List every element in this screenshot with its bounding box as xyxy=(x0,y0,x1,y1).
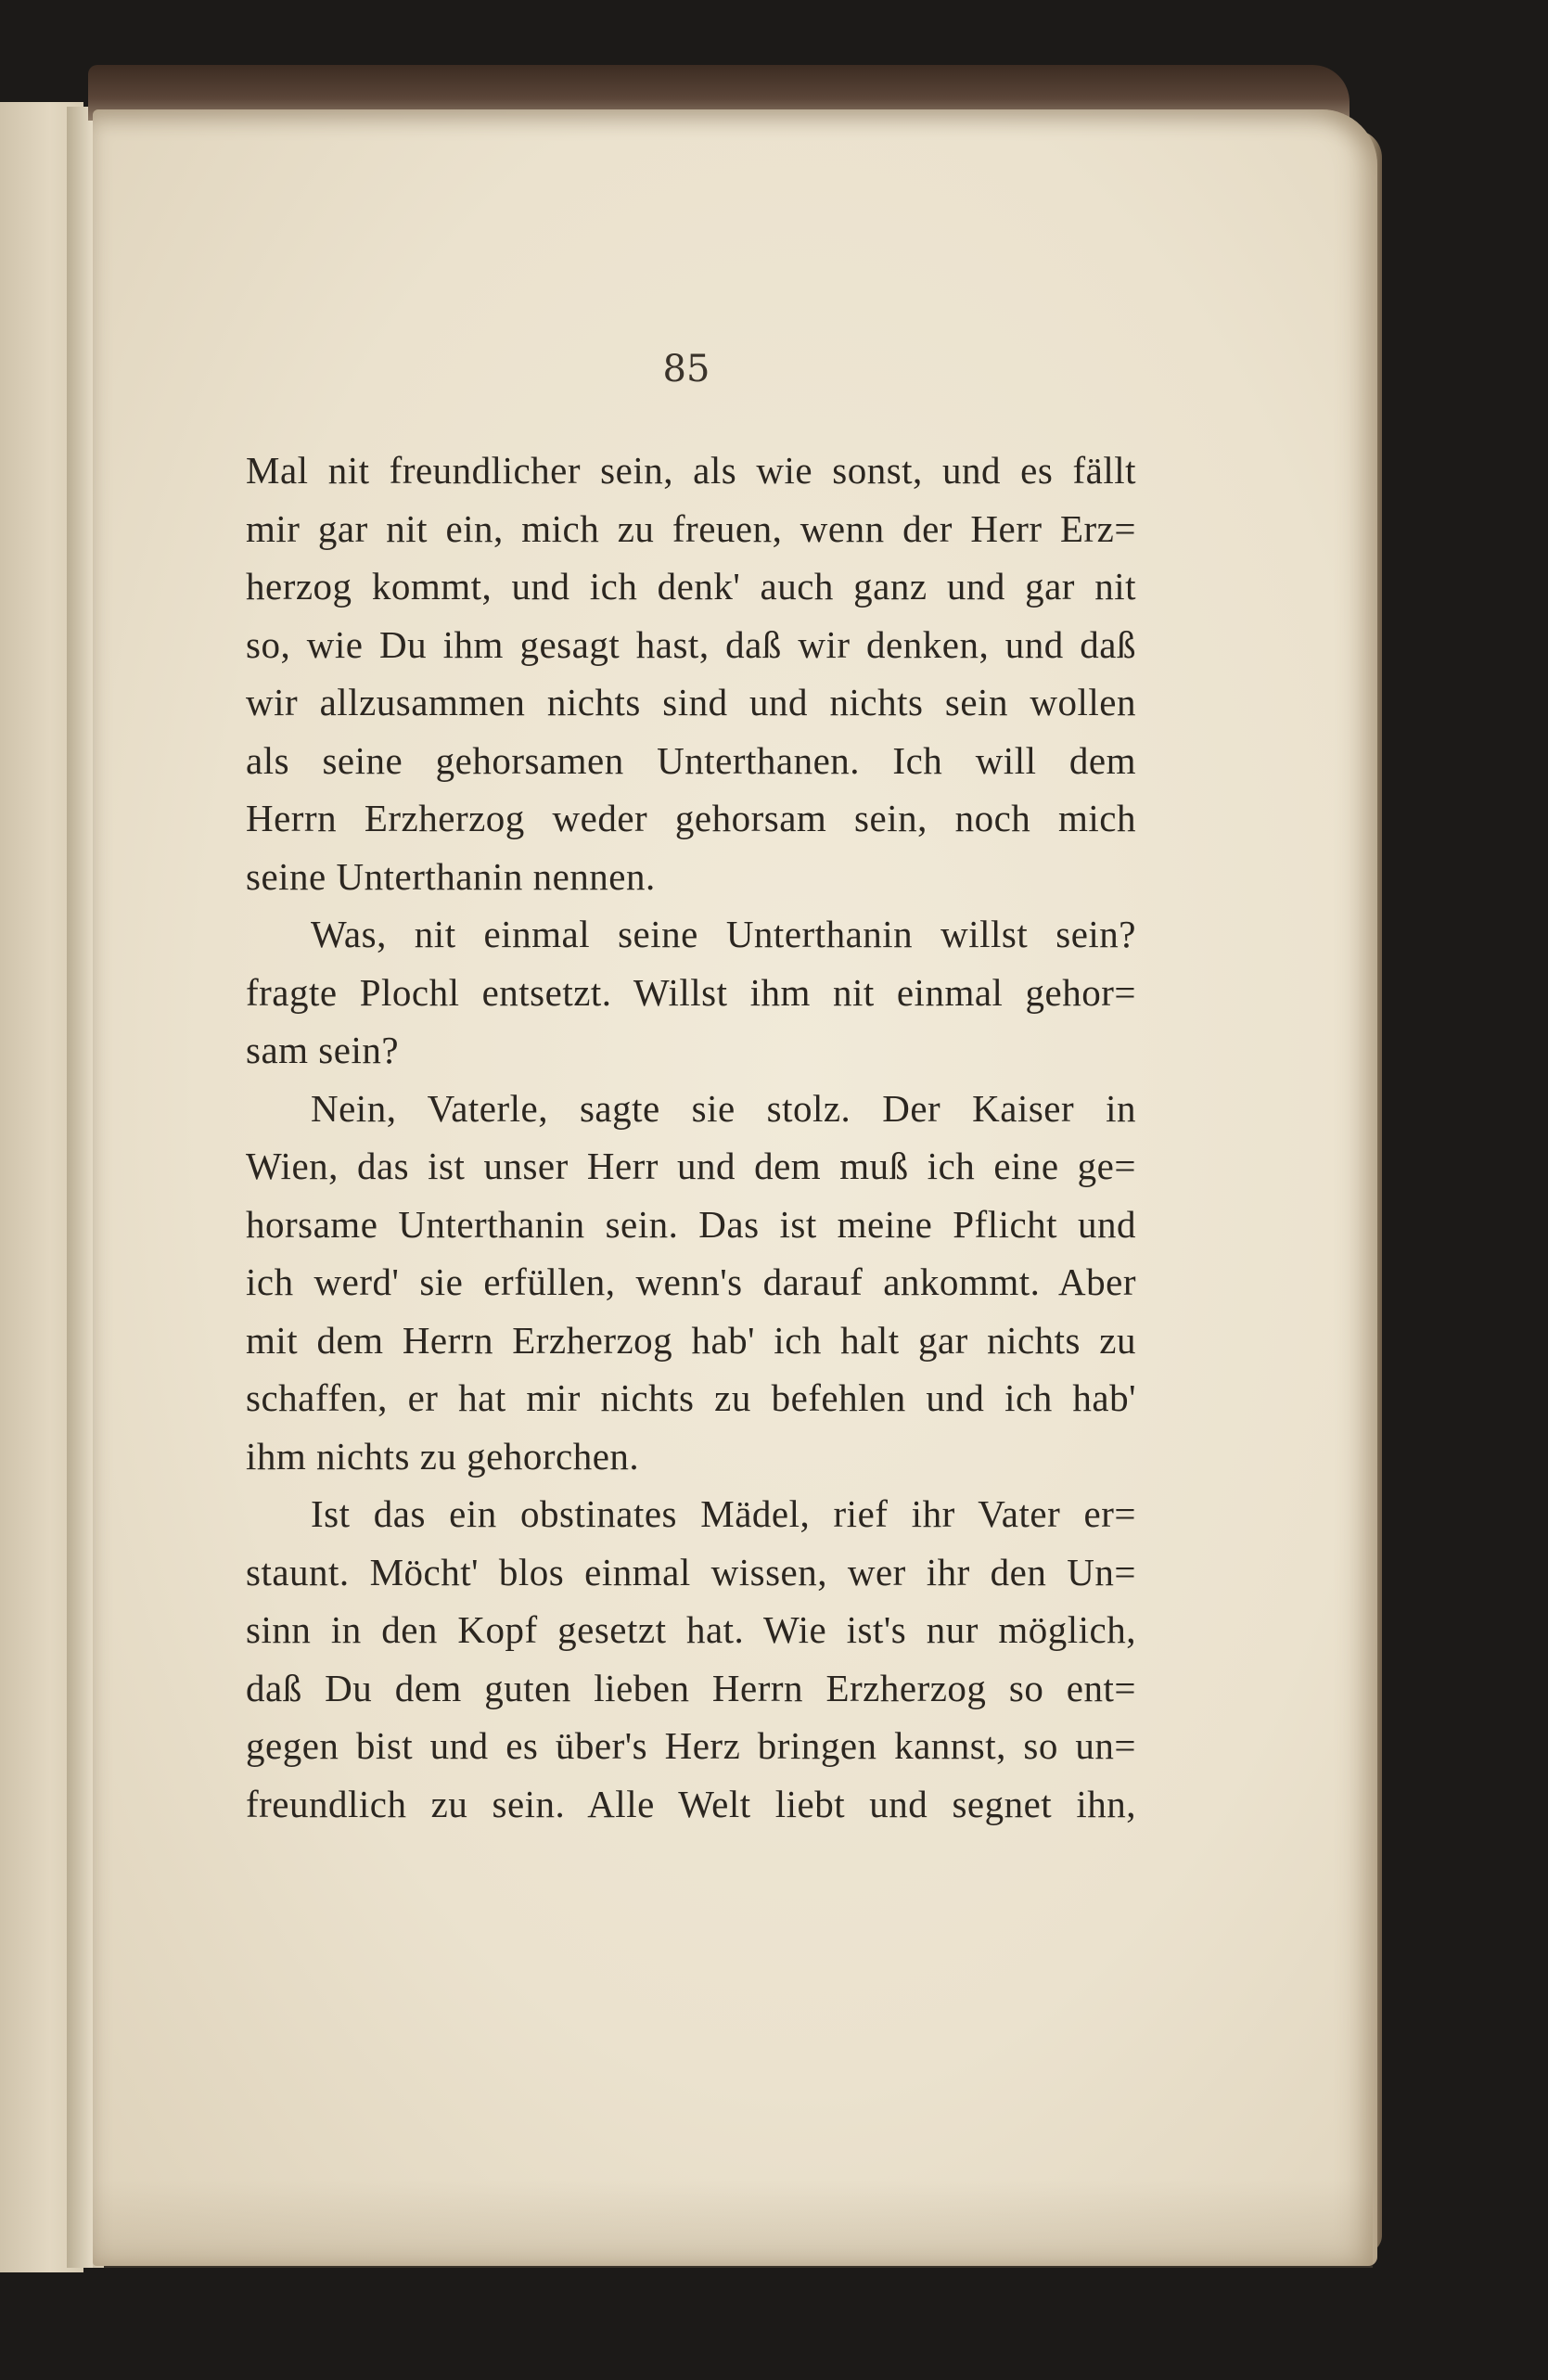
text-line: Herrn Erzherzog weder gehorsam sein, noch mich xyxy=(246,797,1136,839)
text-line: sam sein? xyxy=(246,1029,400,1071)
text-line: sinn in den Kopf gesetzt hat. Wie ist's nur möglich, xyxy=(246,1608,1136,1651)
text-line: daß Du dem guten lieben Herrn Erzherzog so ent= xyxy=(246,1666,1136,1709)
text-line: staunt. Möcht' blos einmal wissen, wer ihr den Un= xyxy=(246,1550,1136,1593)
text-line: gegen bist und es über's Herz bringen kannst, so un= xyxy=(246,1724,1136,1767)
page-number: 85 xyxy=(662,348,710,390)
text-line: als seine gehorsamen Unterthanen. Ich will dem xyxy=(246,738,1136,782)
text-line: herzog kommt, und ich denk' auch ganz und gar nit xyxy=(246,565,1136,608)
text-line: fragte Plochl entsetzt. Willst ihm nit einmal gehor= xyxy=(246,970,1136,1014)
text-line: Wien, das ist unser Herr und dem muß ich eine ge= xyxy=(246,1145,1136,1187)
text-line: schaffen, er hat mir nichts zu befehlen und ich hab' xyxy=(246,1376,1136,1419)
text-line: mir gar nit ein, mich zu freuen, wenn der Herr Erz= xyxy=(246,506,1136,550)
text-line: Nein, Vaterle, sagte sie stolz. Der Kaiser in xyxy=(311,1086,1136,1130)
text-line: ich werd' sie erfüllen, wenn's darauf ankommt. Aber xyxy=(246,1260,1136,1303)
text-line: seine Unterthanin nennen. xyxy=(246,854,656,898)
text-line: horsame Unterthanin sein. Das ist meine Pflicht und xyxy=(246,1202,1136,1246)
text-line: ihm nichts zu gehorchen. xyxy=(246,1434,640,1478)
page-bottom-edge xyxy=(93,2180,1373,2268)
text-line: Was, nit einmal seine Unterthanin willst sein? xyxy=(311,913,1136,955)
text-line: mit dem Herrn Erzherzog hab' ich halt gar nichts zu xyxy=(246,1318,1136,1362)
text-line: freundlich zu sein. Alle Welt liebt und segnet ihn, xyxy=(246,1782,1136,1825)
text-line: so, wie Du ihm gesagt hast, daß wir denken, und daß xyxy=(246,622,1136,666)
text-line: wir allzusammen nichts sind und nichts sein wollen xyxy=(246,681,1136,723)
page-text xyxy=(246,441,1136,1833)
text-line: Mal nit freundlicher sein, als wie sonst, und es fällt xyxy=(246,449,1136,492)
text-line: Ist das ein obstinates Mädel, rief ihr Vater er= xyxy=(311,1492,1136,1535)
